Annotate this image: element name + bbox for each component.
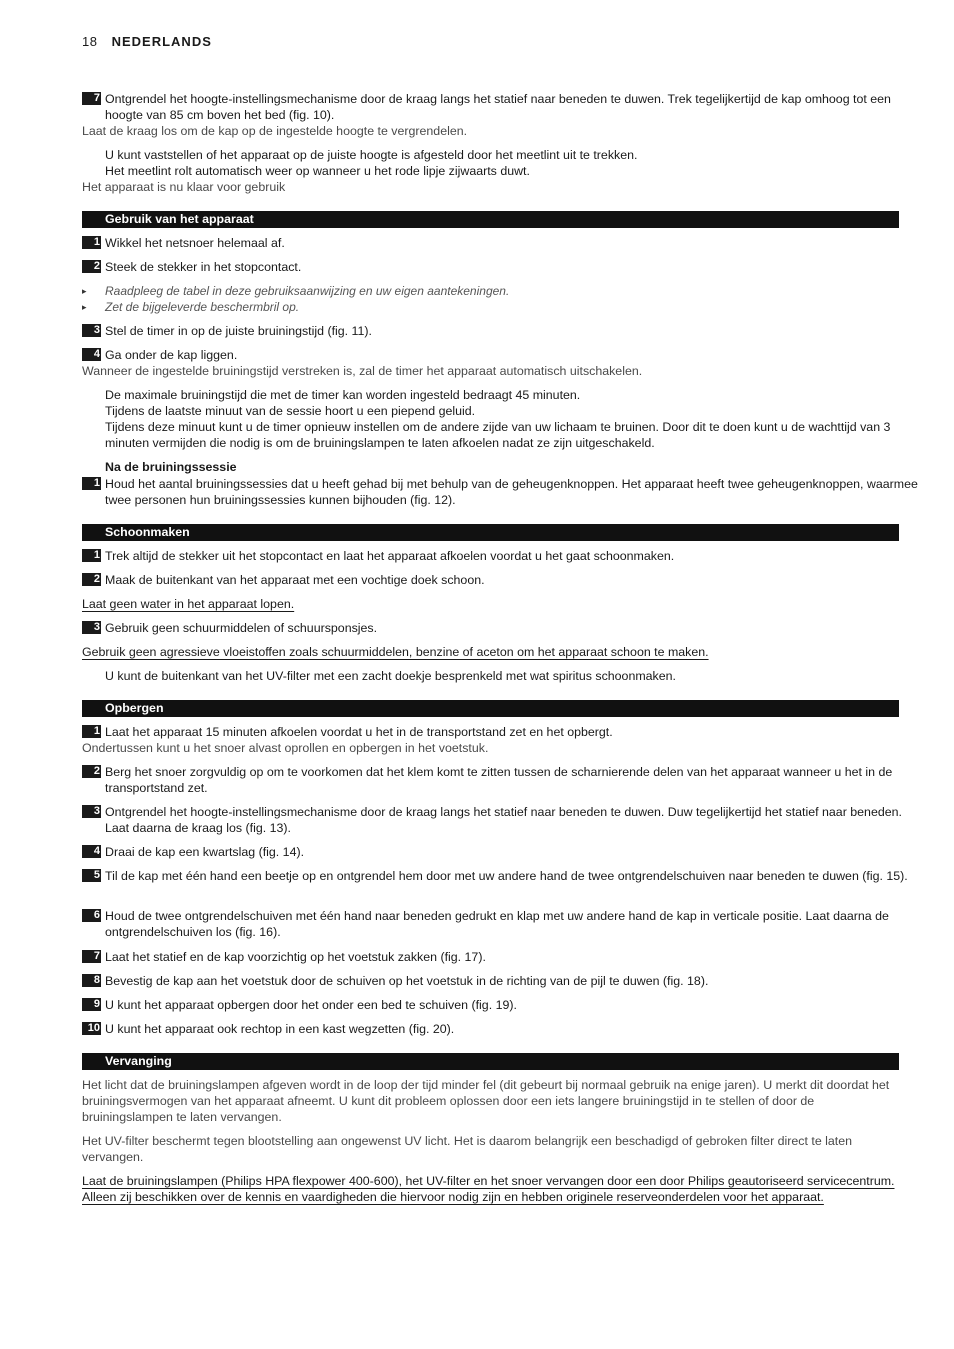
note-text: Ondertussen kunt u het snoer alvast oprollen en opbergen in het voetstuk. [82,741,489,755]
step-number: 10 [82,1022,101,1035]
step-item [82,724,922,740]
step-number: 2 [82,573,101,586]
warning-text [82,644,899,660]
step-number: 6 [82,909,101,922]
step-number: 4 [82,348,101,361]
step-text: Draai de kap een kwartslag (fig. 14). [105,845,305,859]
step-text: Ga onder de kap liggen. [105,348,238,362]
note-text: Het apparaat is nu klaar voor gebruik [82,180,286,194]
note-text: Laat de kraag los om de kap op de ingestelde hoogte te vergrendelen. [82,124,468,138]
step-number: 1 [82,549,101,562]
step-item [82,908,922,940]
tip-line: De maximale bruiningstijd die met de timer kan worden ingesteld bedraagt 45 minuten. [105,388,581,402]
bullet-item: ▸ Zet de bijgeleverde beschermbril op. [82,299,922,315]
note-text: Wanneer de ingestelde bruiningstijd verstreken is, zal de timer het apparaat automatisch uitschakelen. [82,364,643,378]
step-item [82,804,922,836]
step-number: 2 [82,260,101,273]
step-item [82,997,922,1013]
step-text: Trek altijd de stekker uit het stopcontact en laat het apparaat afkoelen voordat u het gaat schoonmaken. [105,549,675,563]
step-item [82,949,922,965]
step-number: 9 [82,998,101,1011]
step-item [82,476,922,508]
paragraph: Het UV-filter beschermt tegen blootstelling aan ongewenst UV licht. Het is daarom belangrijk een beschadigd of gebroken filter direct te laten vervangen. [82,1134,853,1164]
page-number: 18 [82,34,98,49]
section-heading: Opbergen [82,700,899,717]
tip-line: U kunt vaststellen of het apparaat op de juiste hoogte is afgesteld door het meetlint uit te trekken. [105,148,638,162]
step-text: Laat het apparaat 15 minuten afkoelen voordat u het in de transportstand zet en het opbergt. [105,725,613,739]
tip-line: Het meetlint rolt automatisch weer op wanneer u het rode lipje zijwaarts duwt. [105,164,530,178]
step-number: 1 [82,236,101,249]
tip-line: Tijdens de laatste minuut van de sessie hoort u een piepend geluid. [105,404,476,418]
step-text: Laat het statief en de kap voorzichtig op het voetstuk zakken (fig. 17). [105,950,486,964]
step-text: Wikkel het netsnoer helemaal af. [105,236,285,250]
step-item [82,973,922,989]
step-text: Ontgrendel het hoogte-instellingsmechanisme door de kraag langs het statief naar beneden te duwen. Duw tegelijkertijd het statief naar beneden. Laat daarna de kraag los (fig. 13). [105,805,902,835]
step-item [82,868,922,884]
section-heading: Schoonmaken [82,524,899,541]
step-number: 3 [82,621,101,634]
warning-line: Gebruik geen agressieve vloeistoffen zoals schuurmiddelen, benzine of aceton om het apparaat schoon te maken. [82,645,709,659]
step-item [82,347,922,363]
step-number: 3 [82,324,101,337]
warning-text [82,596,899,612]
tip-line: Tijdens deze minuut kunt u de timer opnieuw instellen om de andere zijde van uw lichaam te bruinen. Door dit te doen kunt u de wachttijd van 3 minuten vermijden die nodig is om de bruiningslampen te laten afkoelen nadat ze zijn uitgeschakeld. [105,420,891,450]
step-number: 8 [82,974,101,987]
warning-text [82,1173,899,1205]
tip-text [82,147,922,179]
step-text: Berg het snoer zorgvuldig op om te voorkomen dat het klem komt te zitten tussen de scharnierende delen van het apparaat wanneer u het in de transportstand zet. [105,765,893,795]
page-header [82,34,212,49]
warning-line: Laat de bruiningslampen (Philips HPA flexpower 400-600), het UV-filter en het snoer vervangen door een door Philips geautoriseerd servicecentrum. Alleen zij beschikken over de kennis en vaardigheden die hiervoor nodig zijn en hebben originele reserveonderdelen voor het apparaat. [82,1174,895,1204]
bullet-item: ▸ Raadpleeg de tabel in deze gebruiksaanwijzing en uw eigen aantekeningen. [82,283,922,299]
step-item [82,620,922,636]
warning-line: Laat geen water in het apparaat lopen. [82,597,295,611]
step-item [82,91,922,123]
tip-text [82,387,922,451]
step-text: Bevestig de kap aan het voetstuk door de schuiven op het voetstuk in de richting van de pijl te duwen (fig. 18). [105,974,709,988]
step-number: 5 [82,869,101,882]
tip-text: U kunt de buitenkant van het UV-filter met een zacht doekje besprenkeld met wat spiritus schoonmaken. [105,669,676,683]
step-number: 2 [82,765,101,778]
step-item [82,259,922,275]
step-item [82,572,922,588]
language-label: NEDERLANDS [111,34,212,49]
step-text: U kunt het apparaat opbergen door het onder een bed te schuiven (fig. 19). [105,998,517,1012]
subheading: Na de bruiningssessie [105,460,237,474]
step-item [82,235,922,251]
paragraph: Het licht dat de bruiningslampen afgeven wordt in de loop der tijd minder fel (dit gebeurt bij normaal gebruik na enige jaren). U merkt dit doordat het bruiningsvermogen van het apparaat afneemt. U kunt dit probleem oplossen door een iets langere bruiningstijd in te stellen of door de bruiningslampen te laten vervangen. [82,1078,890,1124]
step-item [82,548,922,564]
step-text: Houd het aantal bruiningssessies dat u heeft gehad bij met behulp van de geheugenknoppen. Het apparaat heeft twee geheugenknoppen, waarmee twee personen hun bruiningssessies kunnen bijhouden (fig. 12). [105,477,918,507]
step-item [82,1021,922,1037]
step-number: 7 [82,950,101,963]
step-text: Stel de timer in op de juiste bruiningstijd (fig. 11). [105,324,372,338]
step-number: 4 [82,845,101,858]
step-text: Maak de buitenkant van het apparaat met een vochtige doek schoon. [105,573,485,587]
step-text: U kunt het apparaat ook rechtop in een kast wegzetten (fig. 20). [105,1022,455,1036]
step-text: Ontgrendel het hoogte-instellingsmechanisme door de kraag langs het statief naar beneden te duwen. Trek tegelijkertijd de kap omhoog tot een hoogte van 85 cm boven het bed (fig. 10). [105,92,891,122]
step-text: Steek de stekker in het stopcontact. [105,260,302,274]
step-text: Til de kap met één hand een beetje op en ontgrendel hem door met uw andere hand de twee ontgrendelschuiven naar beneden te duwen (fig. 15). [105,869,908,883]
step-number: 1 [82,725,101,738]
step-item [82,764,922,796]
section-heading: Gebruik van het apparaat [82,211,899,228]
section-heading: Vervanging [82,1053,899,1070]
step-number: 3 [82,805,101,818]
step-text: Houd de twee ontgrendelschuiven met één hand naar beneden gedrukt en klap met uw andere hand de kap in verticale positie. Laat daarna de ontgrendelschuiven los (fig. 16). [105,909,889,939]
step-item [82,323,922,339]
step-number: 7 [82,92,101,105]
step-number: 1 [82,477,101,490]
step-item [82,844,922,860]
step-text: Gebruik geen schuurmiddelen of schuursponsjes. [105,621,378,635]
